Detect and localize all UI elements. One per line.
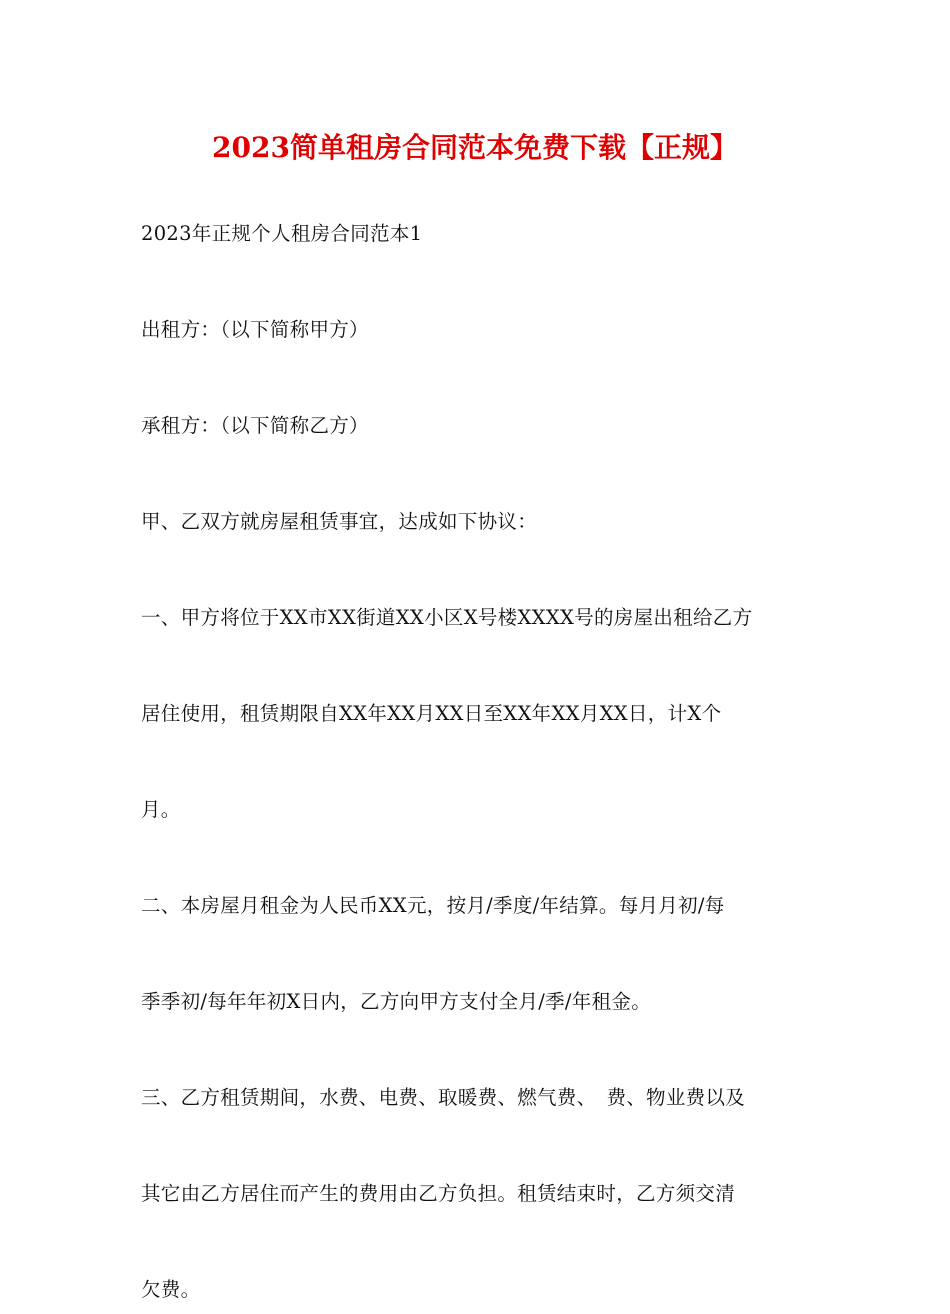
paragraph-gap [141,354,821,402]
lessee-line: 承租方：（以下简称乙方） [141,414,369,437]
clause-3-line-3: 欠费。 [141,1278,201,1301]
paragraph-gap [141,1026,821,1074]
clause-1-line-3: 月。 [141,798,181,821]
agreement-intro-line: 甲、乙双方就房屋租赁事宜，达成如下协议： [141,510,538,533]
clause-3-line-1: 三、乙方租赁期间，水费、电费、取暖费、燃气费、 费、物业费以及 [141,1086,746,1109]
paragraph-gap [141,546,821,594]
document-body [141,210,821,1314]
paragraph-gap [141,258,821,306]
line-gap [141,738,821,786]
line-gap [141,642,821,690]
paragraph-gap [141,834,821,882]
paragraph-gap [141,450,821,498]
subtitle-line: 2023年正规个人租房合同范本1 [141,222,423,245]
clause-3-line-2: 其它由乙方居住而产生的费用由乙方负担。租赁结束时，乙方须交清 [141,1182,736,1205]
document-title: 2023简单租房合同范本免费下载【正规】 [212,131,738,164]
clause-2-line-2: 季季初/每年年初X日内，乙方向甲方支付全月/季/年租金。 [141,990,651,1013]
line-gap [141,1122,821,1170]
clause-1-line-1: 一、甲方将位于XX市XX街道XX小区X号楼XXXX号的房屋出租给乙方 [141,606,753,629]
line-gap [141,930,821,978]
lessor-line: 出租方：（以下简称甲方） [141,318,369,341]
clause-1-line-2: 居住使用，租赁期限自XX年XX月XX日至XX年XX月XX日，计X个 [141,702,722,725]
line-gap [141,1218,821,1266]
clause-2-line-1: 二、本房屋月租金为人民币XX元，按月/季度/年结算。每月月初/每 [141,894,725,917]
